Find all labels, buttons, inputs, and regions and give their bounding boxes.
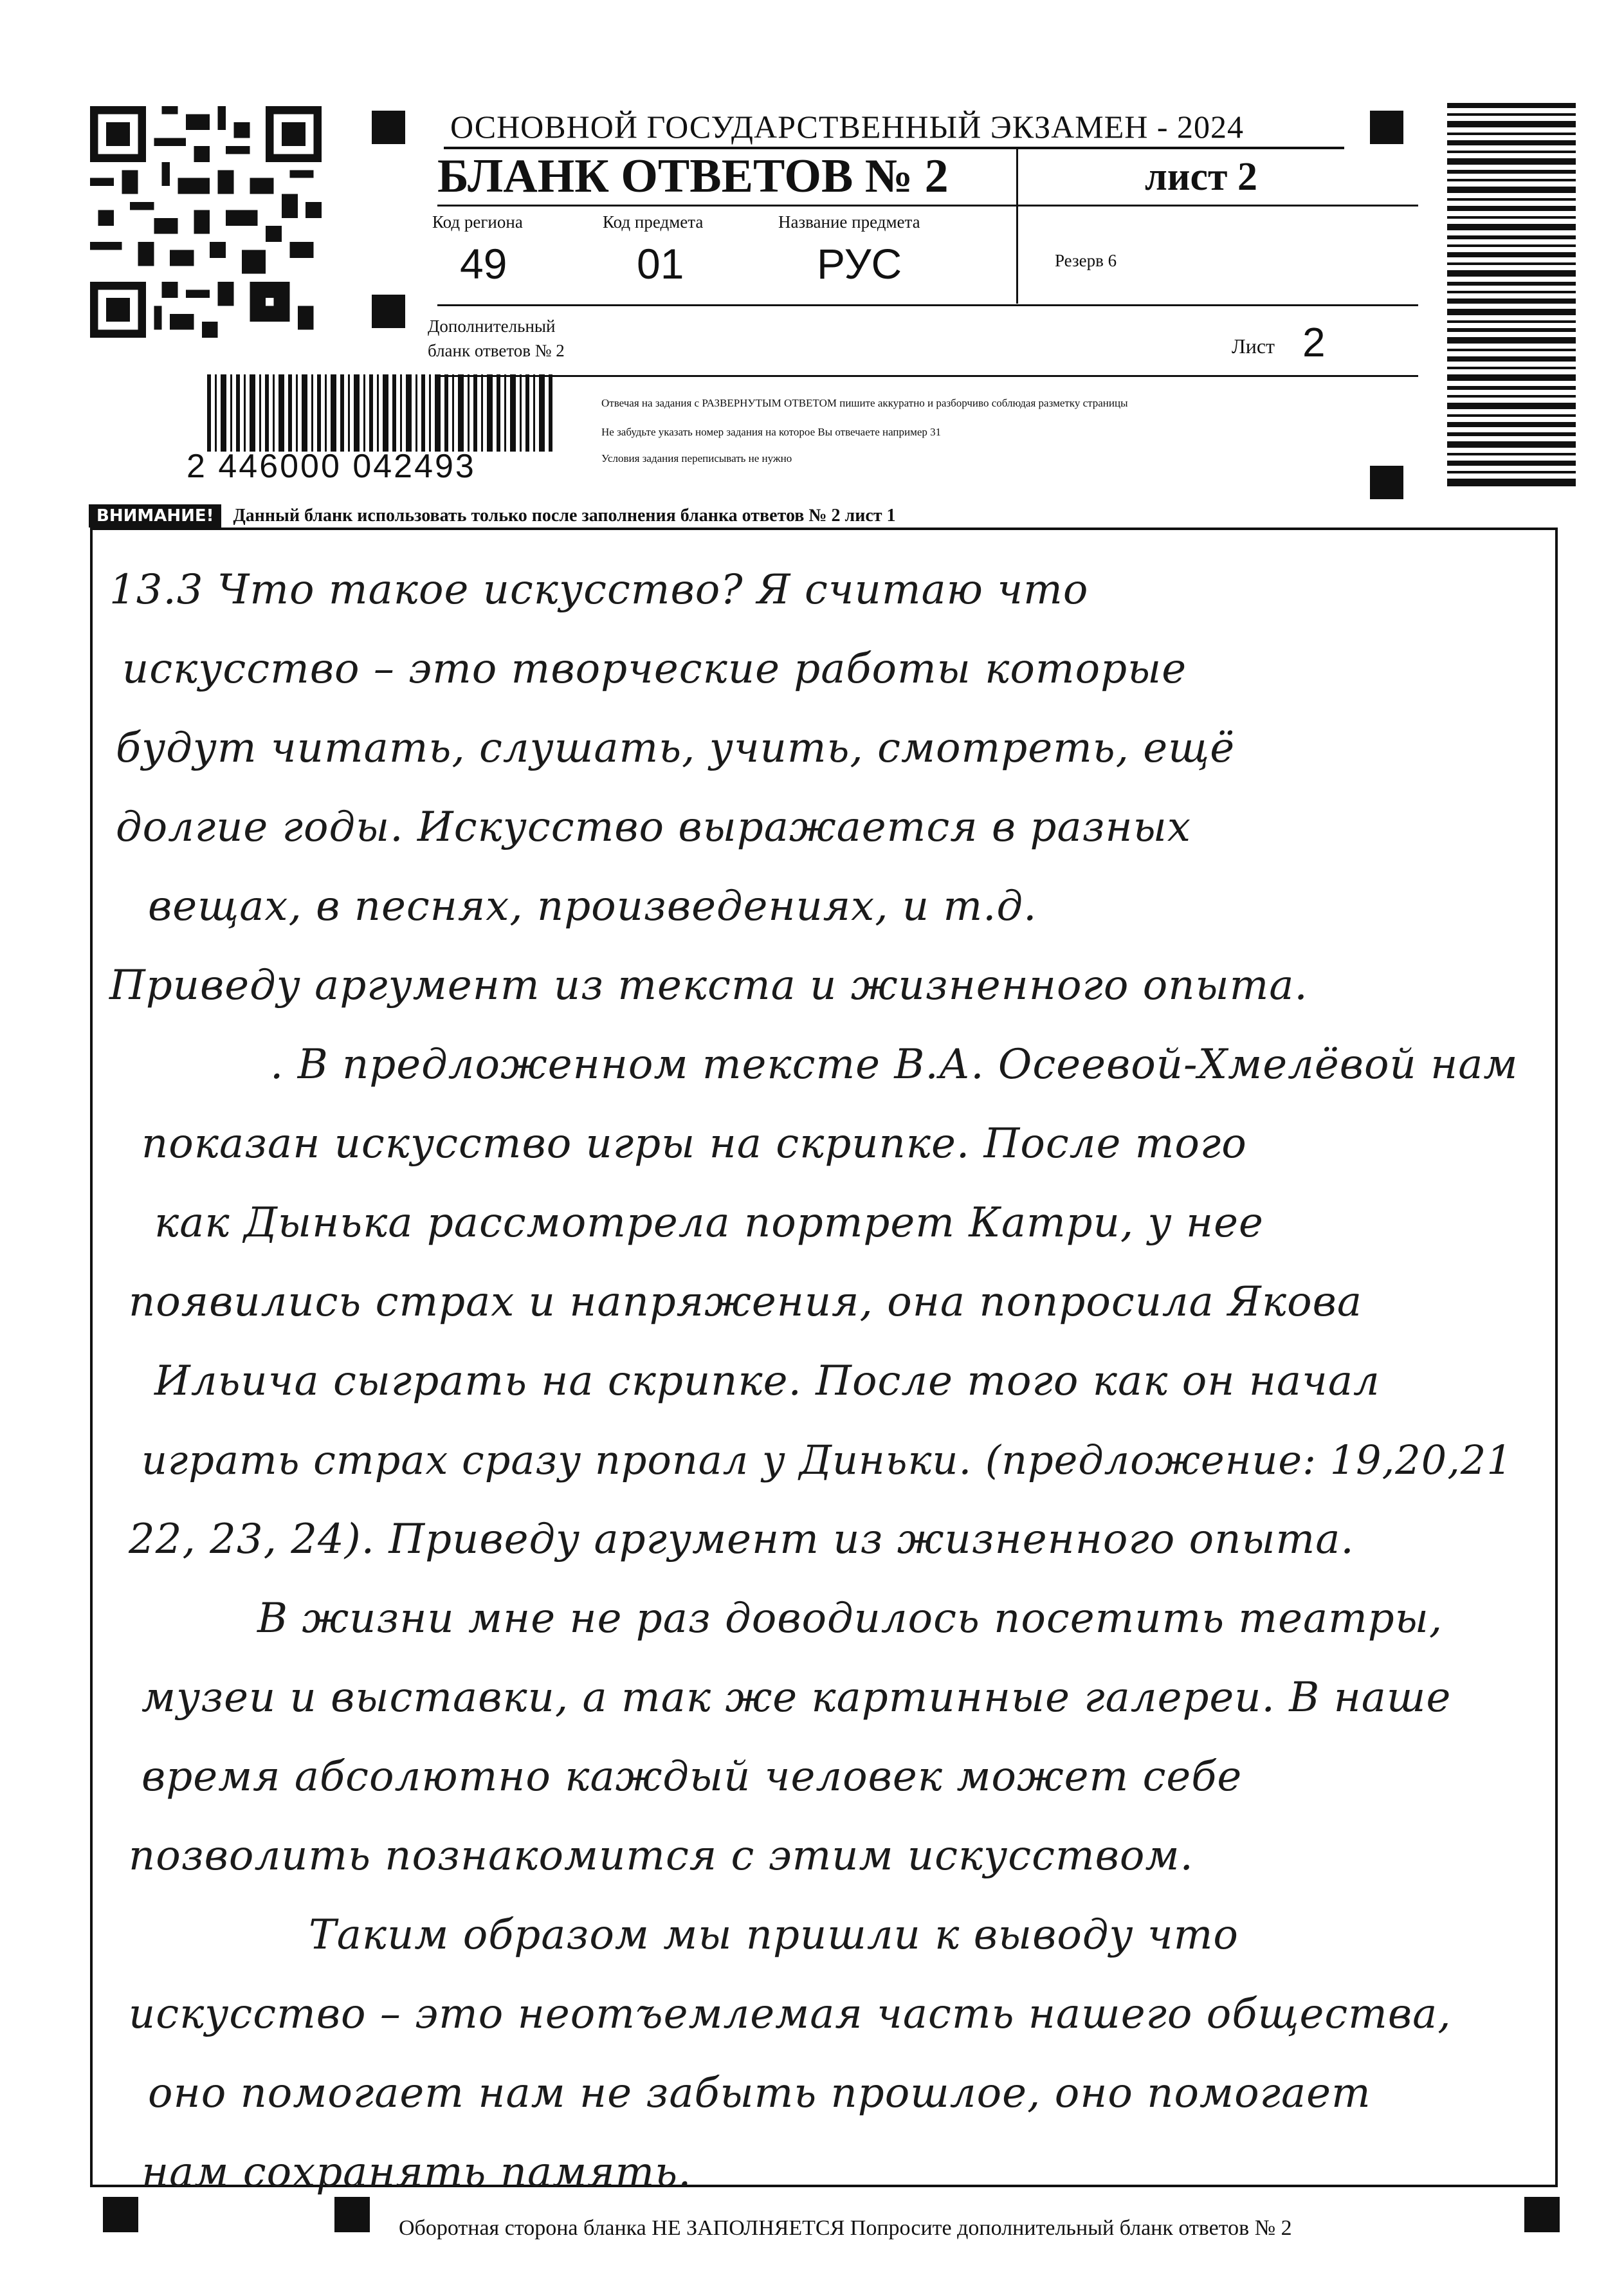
footer-note: Оборотная сторона бланка НЕ ЗАПОЛНЯЕТСЯ Попросите дополнительный бланк ответов № 2 (399, 2216, 1292, 2240)
subject-name-label: Название предмета (778, 212, 920, 232)
region-value: 49 (460, 240, 507, 288)
answer-line: 13.3 Что такое искусство? Я считаю что (109, 566, 1089, 614)
answer-line: появились страх и напряжения, она попросила Якова (129, 1278, 1362, 1326)
attention-bar (89, 504, 1562, 528)
side-barcode (1447, 103, 1576, 489)
registration-mark-top-right (1370, 111, 1403, 144)
subject-code-value: 01 (637, 240, 684, 288)
form-title: БЛАНК ОТВЕТОВ № 2 (437, 150, 949, 203)
answer-line: Таким образом мы пришли к выводу что (309, 1911, 1239, 1959)
answer-line: как Дынька рассмотрела портрет Катри, у нее (154, 1199, 1264, 1247)
registration-mark-bottom-right (1524, 2197, 1560, 2232)
registration-mark-bottom-mid (334, 2197, 370, 2232)
answer-line: долгие годы. Искусство выражается в разных (116, 803, 1191, 851)
answer-line: искусство – это творческие работы которые (122, 645, 1187, 693)
answer-line: вещах, в песнях, произведениях, и т.д. (148, 883, 1037, 930)
answer-line: музеи и выставки, а так же картинные галереи. В наше (141, 1674, 1452, 1721)
attention-badge: ВНИМАНИЕ! (89, 504, 221, 528)
answer-line: время абсолютно каждый человек может себе (141, 1753, 1243, 1801)
barcode-number: 2 446000 042493 (187, 448, 476, 485)
instruction-1: Отвечая на задания с РАЗВЕРНУТЫМ ОТВЕТОМ пишите аккуратно и разборчиво соблюдая разметку страницы (601, 397, 1128, 409)
subject-name-value: РУС (817, 240, 902, 288)
extra-form-label-2: бланк ответов № 2 (428, 341, 565, 360)
extra-form-label-1: Дополнительный (428, 317, 556, 336)
registration-mark-bottom-left (103, 2197, 138, 2232)
answer-line: искусство – это неотъемлемая часть нашего общества, (129, 1990, 1452, 2038)
form-barcode (207, 374, 554, 452)
instruction-2: Не забудьте указать номер задания на которое Вы отвечаете например 31 (601, 426, 942, 438)
answer-line: нам сохранять память. (141, 2149, 692, 2196)
sheet-value: 2 (1302, 319, 1326, 365)
header-rule (437, 205, 1418, 206)
answer-line: В жизни мне не раз доводилось посетить театры, (257, 1595, 1443, 1642)
subject-code-label: Код предмета (603, 212, 704, 232)
answer-line: позволить познакомится с этим искусством. (129, 1832, 1194, 1880)
registration-mark-mid-left (372, 295, 405, 328)
header-divider (1016, 149, 1018, 304)
header-rule-3 (437, 375, 1418, 377)
answer-line: Ильича сыграть на скрипке. После того как он начал (154, 1357, 1380, 1405)
answer-line: Приведу аргумент из текста и жизненного опыта. (109, 962, 1308, 1009)
instruction-3: Условия задания переписывать не нужно (601, 452, 792, 464)
reserve-label: Резерв 6 (1055, 251, 1117, 270)
registration-mark-top-left (372, 111, 405, 144)
exam-title: ОСНОВНОЙ ГОСУДАРСТВЕННЫЙ ЭКЗАМЕН - 2024 (450, 109, 1244, 145)
answer-line: . В предложенном тексте В.А. Осеевой-Хмелёвой нам (270, 1041, 1519, 1088)
answer-line: играть страх сразу пропал у Диньки. (предложение: 19,20,21 (141, 1436, 1513, 1483)
answer-line: оно помогает нам не забыть прошлое, оно помогает (148, 2070, 1371, 2117)
sheet-title: лист 2 (1145, 155, 1257, 199)
qr-code-icon (90, 106, 322, 338)
attention-text: Данный бланк использовать только после заполнения бланка ответов № 2 лист 1 (233, 506, 896, 526)
answer-line: 22, 23, 24). Приведу аргумент из жизненного опыта. (129, 1516, 1355, 1563)
header-rule-2 (437, 304, 1418, 306)
answer-line: показан искусство игры на скрипке. После того (141, 1120, 1247, 1168)
sheet-label: Лист (1232, 335, 1275, 358)
answer-line: будут читать, слушать, учить, смотреть, ещё (116, 724, 1236, 772)
registration-mark-mid-right (1370, 466, 1403, 499)
region-label: Код региона (432, 212, 523, 232)
